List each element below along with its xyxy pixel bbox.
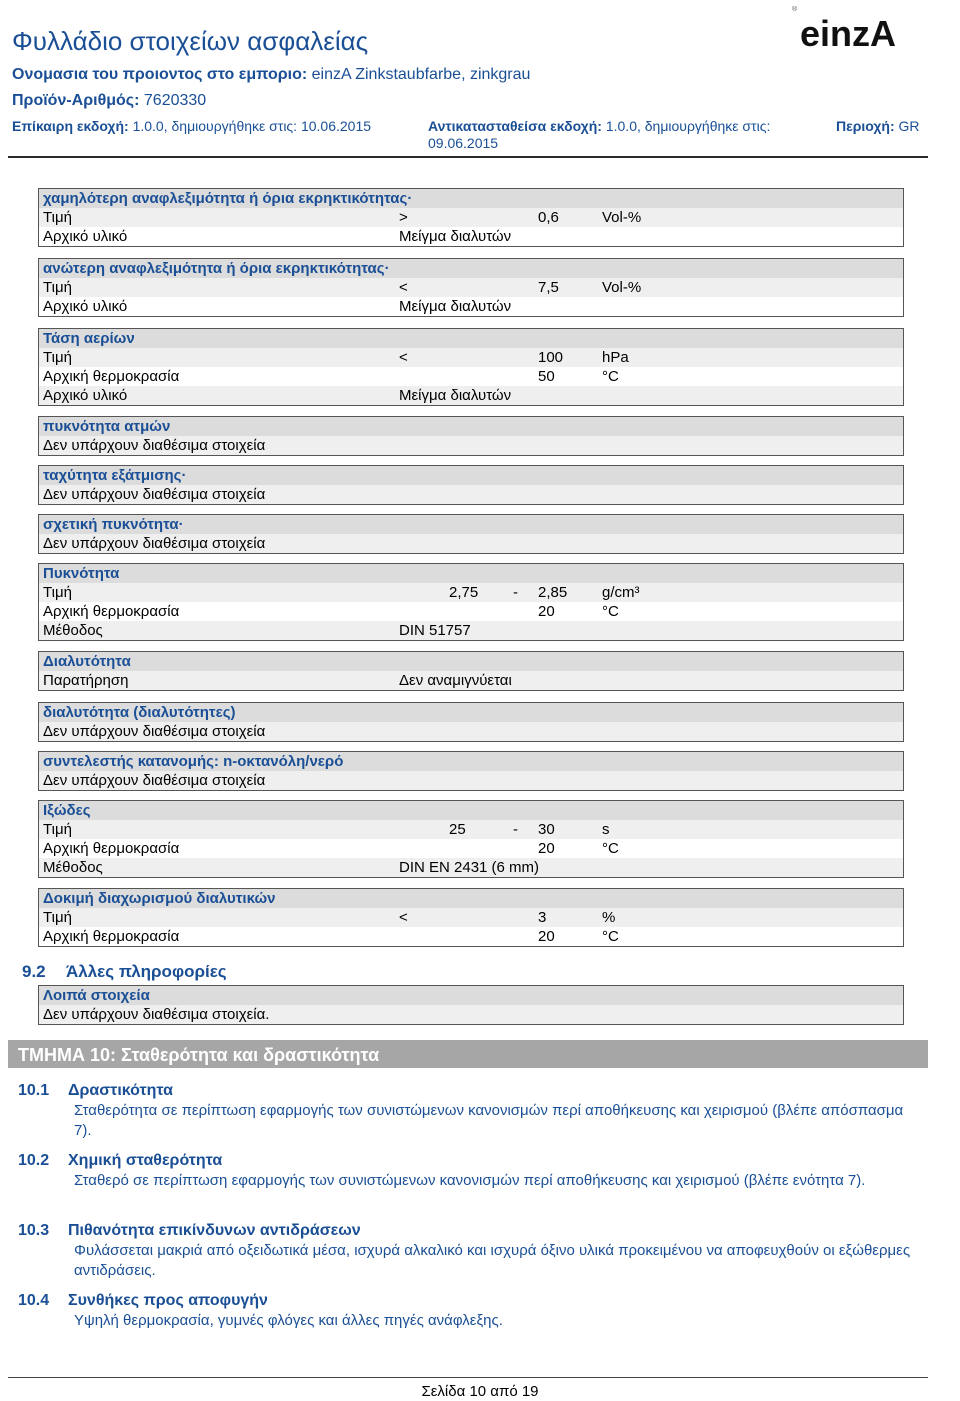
row-unit: Vol-% [602, 279, 642, 296]
region [836, 118, 920, 134]
property-title: Ιξώδες [39, 801, 903, 820]
row-value: 30 [538, 821, 555, 838]
row-label: Μέθοδος [43, 622, 103, 639]
row-label: Τιμή [43, 349, 72, 366]
property-box [38, 328, 904, 406]
row-label: Αρχική θερμοκρασία [43, 840, 180, 857]
subsection-text: Υψηλή θερμοκρασία, γυμνές φλόγες και άλλες πηγές ανάφλεξης. [74, 1312, 503, 1329]
subsection-title: Δραστικότητα [68, 1082, 173, 1099]
row-unit: Vol-% [602, 209, 642, 226]
row-unit: °C [602, 368, 619, 385]
row-unit: s [602, 821, 610, 838]
property-row [39, 602, 903, 621]
subsection-heading [18, 1292, 268, 1310]
current-version-value: 1.0.0, δημιουργήθηκε στις: 10.06.2015 [132, 118, 372, 134]
property-row [39, 839, 903, 858]
property-title: Πυκνότητα [39, 564, 903, 583]
property-row [39, 722, 903, 741]
property-row [39, 278, 903, 297]
property-title: σχετική πυκνότητα· [39, 515, 903, 534]
row-label: Παρατήρηση [43, 672, 129, 689]
header-divider [8, 156, 928, 158]
einza-logo [788, 6, 908, 54]
subsection-number: 10.1 [18, 1082, 50, 1099]
property-title: Τάση αερίων [39, 329, 903, 348]
row-operator: < [399, 279, 408, 296]
row-operator: Δεν αναμιγνύεται [399, 672, 512, 689]
footer-divider [8, 1377, 928, 1378]
logo-text: einzA [800, 13, 897, 54]
row-value: 20 [538, 603, 555, 620]
trade-name-value: einzA Zinkstaubfarbe, zinkgrau [311, 66, 531, 83]
row-label: Αρχικό υλικό [43, 387, 128, 404]
property-box [38, 651, 904, 691]
property-title: χαμηλότερη αναφλεξιμότητα ή όρια εκρηκτικότητας· [39, 189, 903, 208]
property-row [39, 927, 903, 946]
row-value: 0,6 [538, 209, 559, 226]
property-row [39, 908, 903, 927]
property-box [38, 258, 904, 317]
row-label: Τιμή [43, 821, 72, 838]
row-label: Τιμή [43, 279, 72, 296]
row-label: Αρχική θερμοκρασία [43, 603, 180, 620]
property-row [39, 297, 903, 316]
row-value: 20 [538, 928, 555, 945]
replaced-version-value: 1.0.0, δημιουργήθηκε στις: [605, 118, 771, 134]
row-value-from: 2,75 [449, 584, 479, 601]
property-row [39, 671, 903, 690]
row-label: Δεν υπάρχουν διαθέσιμα στοιχεία [43, 437, 266, 454]
property-box [38, 702, 904, 742]
row-dash: - [513, 584, 518, 601]
row-label: Αρχική θερμοκρασία [43, 928, 180, 945]
replaced-version-date: 09.06.2015 [428, 135, 499, 151]
row-value: 100 [538, 349, 564, 366]
row-unit: % [602, 909, 616, 926]
row-label: Δεν υπάρχουν διαθέσιμα στοιχεία [43, 535, 266, 552]
row-label: Τιμή [43, 209, 72, 226]
subsection-number: 10.4 [18, 1292, 50, 1309]
property-row [39, 227, 903, 246]
product-number-value: 7620330 [143, 92, 207, 109]
property-title: Δοκιμή διαχωρισμού διαλυτικών [39, 889, 903, 908]
property-box [38, 800, 904, 878]
property-box [38, 888, 904, 947]
row-value: 50 [538, 368, 555, 385]
property-title: ταχύτητα εξάτμισης· [39, 466, 903, 485]
row-operator: Μείγμα διαλυτών [399, 228, 512, 245]
row-operator: DIN 51757 [399, 622, 471, 639]
row-label: Αρχικό υλικό [43, 228, 128, 245]
row-label: Τιμή [43, 909, 72, 926]
row-label: Τιμή [43, 584, 72, 601]
property-title: Διαλυτότητα [39, 652, 903, 671]
subsection-text: Φυλάσσεται μακριά από οξειδωτικά μέσα, ισχυρά αλκαλικό και ισχυρά όξινο υλικά προκειμένου να αποφευχθούν οι εξώθερμες αντιδράσεις. [74, 1242, 911, 1279]
property-row [39, 367, 903, 386]
section-number: 9.2 [22, 962, 46, 981]
property-title: διαλυτότητα (διαλυτότητες) [39, 703, 903, 722]
row-unit: g/cm³ [602, 584, 640, 601]
subsection-title: Πιθανότητα επικίνδυνων αντιδράσεων [68, 1222, 361, 1239]
page-number: Σελίδα 10 από 19 [421, 1383, 539, 1400]
box-row: Δεν υπάρχουν διαθέσιμα στοιχεία. [39, 1005, 903, 1024]
subsection-title: Συνθήκες προς αποφυγήν [68, 1292, 268, 1309]
subsection-text: Σταθερότητα σε περίπτωση εφαρμογής των συνιστώμενων κανονισμών περί αποθήκευσης και χειρισμού (βλέπε απόσπασμα 7). [74, 1102, 904, 1139]
current-version-label: Επίκαιρη εκδοχή: [12, 118, 129, 134]
subsection-number: 10.3 [18, 1222, 50, 1239]
subsection-heading [18, 1152, 223, 1170]
property-row [39, 858, 903, 877]
property-box [38, 188, 904, 247]
property-row [39, 485, 903, 504]
subsection-heading [18, 1222, 361, 1240]
property-row [39, 771, 903, 790]
subsection-number: 10.2 [18, 1152, 50, 1169]
row-label: Αρχικό υλικό [43, 298, 128, 315]
row-value: 3 [538, 909, 547, 926]
current-version [12, 118, 371, 134]
row-unit: °C [602, 603, 619, 620]
subsection-text: Σταθερό σε περίπτωση εφαρμογής των συνιστώμενων κανονισμών περί αποθήκευσης και χειρισμού (βλέπε ενότητα 7). [74, 1172, 866, 1189]
subsection-title: Χημική σταθερότητα [68, 1152, 223, 1169]
property-row [39, 348, 903, 367]
property-title: συντελεστής κατανομής: n-οκτανόλη/νερό [39, 752, 903, 771]
row-operator: > [399, 209, 408, 226]
trade-name-line [12, 66, 530, 84]
section-9-2-heading [22, 962, 227, 982]
property-box [38, 465, 904, 505]
row-label: Μέθοδος [43, 859, 103, 876]
row-unit: °C [602, 928, 619, 945]
row-value: 20 [538, 840, 555, 857]
row-operator: < [399, 909, 408, 926]
property-row [39, 386, 903, 405]
row-operator: Μείγμα διαλυτών [399, 387, 512, 404]
replaced-version-label: Αντικατασταθείσα εκδοχή: [428, 118, 602, 134]
property-row [39, 820, 903, 839]
property-row [39, 621, 903, 640]
row-unit: °C [602, 840, 619, 857]
row-operator: < [399, 349, 408, 366]
row-value: 2,85 [538, 584, 568, 601]
property-row [39, 583, 903, 602]
property-box [38, 514, 904, 554]
row-value-from: 25 [449, 821, 466, 838]
row-label: Δεν υπάρχουν διαθέσιμα στοιχεία [43, 772, 266, 789]
box-title: Λοιπά στοιχεία [39, 986, 903, 1005]
product-number-line [12, 92, 206, 110]
trade-name-label: Ονομασια του προιοντος στο εμποριο: [12, 66, 308, 83]
section-title: Άλλες πληροφορίες [66, 962, 227, 981]
section-10-banner: ΤΜΗΜΑ 10: Σταθερότητα και δραστικότητα [8, 1040, 928, 1068]
property-title: πυκνότητα ατμών [39, 417, 903, 436]
document-title: Φυλλάδιο στοιχείων ασφαλείας [12, 26, 369, 56]
row-unit: hPa [602, 349, 629, 366]
property-title: ανώτερη αναφλεξιμότητα ή όρια εκρηκτικότητας· [39, 259, 903, 278]
region-value: GR [898, 118, 920, 134]
property-box [38, 563, 904, 641]
property-box [38, 416, 904, 456]
other-info-box [38, 985, 904, 1025]
product-number-label: Προϊόν-Αριθμός: [12, 92, 140, 109]
row-operator: Μείγμα διαλυτών [399, 298, 512, 315]
row-label: Δεν υπάρχουν διαθέσιμα στοιχεία [43, 723, 266, 740]
property-row [39, 436, 903, 455]
row-value: 7,5 [538, 279, 559, 296]
subsection-heading [18, 1082, 173, 1100]
row-label: Δεν υπάρχουν διαθέσιμα στοιχεία [43, 486, 266, 503]
property-row [39, 534, 903, 553]
row-dash: - [513, 821, 518, 838]
property-row [39, 208, 903, 227]
row-label: Αρχική θερμοκρασία [43, 368, 180, 385]
svg-text:®: ® [792, 6, 798, 13]
property-box [38, 751, 904, 791]
replaced-version [428, 118, 770, 134]
region-label: Περιοχή: [836, 118, 895, 134]
row-operator: DIN EN 2431 (6 mm) [399, 859, 540, 876]
